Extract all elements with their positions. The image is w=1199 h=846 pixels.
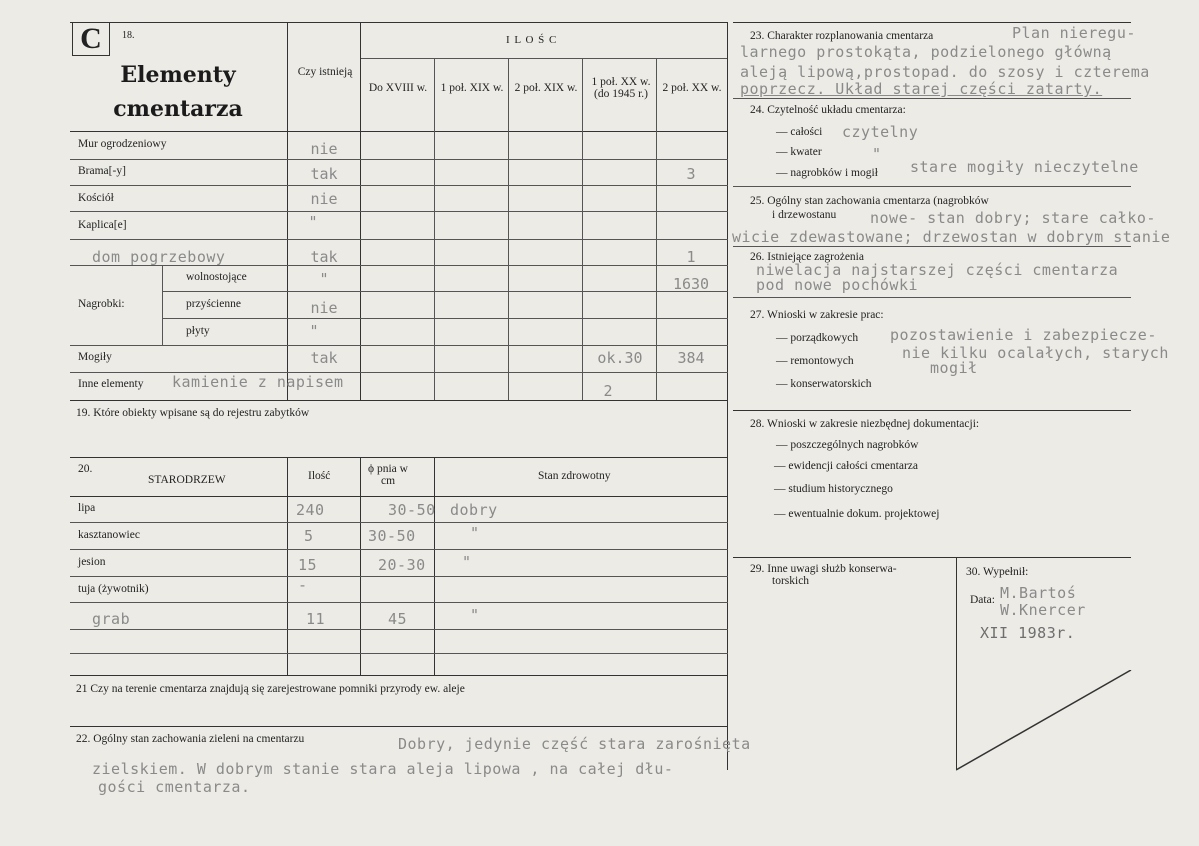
rule <box>162 291 728 292</box>
rule <box>70 726 728 727</box>
section-25-label-2: i drzewostanu <box>772 209 837 221</box>
tree-count-jesion: 15 <box>298 556 318 574</box>
section-23-line-4: poprzecz. Układ starej części zatarty. <box>740 80 1103 98</box>
col-header-2pol-xx: 2 poł. XX w. <box>662 82 722 94</box>
section-27-remontowych: — remontowych <box>776 355 854 367</box>
section-27-line-3: mogił <box>930 359 978 377</box>
row-label-nagrobki: Nagrobki: <box>78 298 125 310</box>
rule <box>70 602 728 603</box>
col-header-do-xviii: Do XVIII w. <box>368 82 428 94</box>
rule <box>70 496 728 497</box>
rule <box>733 22 1131 23</box>
tree-name-tuja: tuja (żywotnik) <box>78 583 149 595</box>
rule <box>70 131 728 132</box>
tree-state-lipa: dobry <box>450 501 498 519</box>
section-25-line-2: wicie zdewastowane; drzewostan w dobrym stanie <box>732 228 1171 246</box>
rule <box>70 372 728 373</box>
section-22-line-3: gości cmentarza. <box>98 778 251 796</box>
section-27-konserwatorskich: — konserwatorskich <box>776 378 872 390</box>
inne-value: kamienie z napisem <box>172 373 344 391</box>
exists-mogily: tak <box>310 349 338 367</box>
rule <box>360 58 728 59</box>
card-letter: C <box>72 22 110 56</box>
tree-diam-kasztanowiec: 30-50 <box>368 527 416 545</box>
tree-name-lipa: lipa <box>78 502 96 514</box>
section-23-label: 23. Charakter rozplanowania cmentarza <box>750 30 934 42</box>
tree-count-grab: 11 <box>306 610 326 628</box>
tree-diam-lipa: 30-50 <box>388 501 436 519</box>
rule <box>70 185 728 186</box>
rule <box>733 557 1131 558</box>
section-22-label: 22. Ogólny stan zachowania zieleni na cmentarzu <box>76 733 305 745</box>
col-header-czy-istnieja: Czy istnieją <box>297 66 353 78</box>
qty-mogily-2xx: 384 <box>677 349 705 367</box>
section-number-18: 18. <box>122 30 135 41</box>
section-22-line-1: Dobry, jedynie część stara zarośnięta <box>398 735 751 753</box>
row-label-przyscienne: przyścienne <box>186 298 241 310</box>
section-23-line-2: larnego prostokąta, podzielonego główną <box>740 43 1112 61</box>
section-25-line-1: nowe- stan dobry; stare całko- <box>870 209 1156 227</box>
exists-plyty: " <box>309 322 319 340</box>
col-header-1pol-xix: 1 poł. XIX w. <box>440 82 504 94</box>
rule <box>70 675 728 676</box>
section-30-name-2: W.Knercer <box>1000 601 1086 619</box>
row-label-kosciol: Kościół <box>78 192 114 204</box>
rule <box>70 159 728 160</box>
rule <box>70 400 728 401</box>
tree-count-kasztanowiec: 5 <box>304 527 314 545</box>
section-24-kwater-value: " <box>872 145 882 163</box>
qty-mogily-1xx: ok.30 <box>597 349 643 367</box>
exists-brama: tak <box>310 165 338 183</box>
exists-kosciol: nie <box>310 190 338 208</box>
rule <box>70 629 728 630</box>
rule <box>70 22 728 23</box>
row-label-mur: Mur ogrodzeniowy <box>78 138 167 150</box>
exists-mur: nie <box>310 140 338 158</box>
section-30-date: XII 1983r. <box>980 624 1076 642</box>
section-27-label: 27. Wnioski w zakresie prac: <box>750 309 884 321</box>
tree-name-jesion: jesion <box>78 556 106 568</box>
rule <box>70 239 728 240</box>
rule <box>360 457 361 675</box>
section-28-item-2: — ewidencji całości cmentarza <box>774 460 918 472</box>
tree-name-kasztanowiec: kasztanowiec <box>78 529 140 541</box>
rule <box>287 457 288 675</box>
tree-count-lipa: 240 <box>296 501 325 519</box>
exists-dom: tak <box>310 248 338 266</box>
diagonal-rule <box>956 670 1136 780</box>
starodrzew-col-ilosc: Ilość <box>308 470 331 482</box>
section-24-nagrobkow: — nagrobków i mogił <box>776 167 878 179</box>
qty-dom-2xx: 1 <box>686 248 696 266</box>
section-27-porzadkowych: — porządkowych <box>776 332 859 344</box>
rule <box>70 522 728 523</box>
rule <box>70 549 728 550</box>
rule <box>434 457 435 675</box>
section-26-label: 26. Istniejące zagrożenia <box>750 251 864 263</box>
rule <box>727 22 728 770</box>
section-19-label: 19. Które obiekty wpisane są do rejestru zabytków <box>76 407 310 419</box>
rule <box>656 58 657 400</box>
row-label-brama: Brama[-y] <box>78 165 126 177</box>
rule <box>70 211 728 212</box>
row-label-plyty: płyty <box>186 325 210 337</box>
rule <box>162 265 163 345</box>
tree-diam-jesion: 20-30 <box>378 556 426 574</box>
exists-kaplica: " <box>308 213 318 231</box>
tree-name-grab: grab <box>92 610 131 628</box>
rule <box>582 58 583 400</box>
row-label-wolnostojace: wolnostojące <box>186 271 247 283</box>
section-24-label: 24. Czytelność układu cmentarza: <box>750 104 906 116</box>
section-26-line-1: niwelacja najstarszej części cmentarza <box>756 261 1119 279</box>
row-label-kaplica: Kaplica[e] <box>78 219 127 231</box>
rule <box>70 345 728 346</box>
section-30-label: 30. Wypełnił: <box>966 566 1029 578</box>
section-24-nagrobkow-value: stare mogiły nieczytelne <box>910 158 1139 176</box>
tree-state-jesion: " <box>462 553 472 571</box>
starodrzew-col-pnia: ϕ pnia w cm <box>368 463 408 487</box>
section-24-calosci-value: czytelny <box>842 123 919 141</box>
section-26-line-2: pod nowe pochówki <box>756 276 919 294</box>
section-30-name-1: M.Bartoś <box>1000 584 1077 602</box>
qty-wolnostojace-2xx: 1630 <box>672 275 710 293</box>
rule <box>70 653 728 654</box>
section-23-line-3: aleją lipową,prostopad. do szosy i czterema <box>740 63 1150 81</box>
rule <box>162 318 728 319</box>
col-header-ilosc: I L O Ś C <box>506 34 558 46</box>
title-line-1: Elementy <box>120 62 236 88</box>
qty-inne-1xx: 2 <box>603 382 613 400</box>
tree-state-grab: " <box>470 606 480 624</box>
section-30-data-label: Data: <box>970 594 995 606</box>
rule <box>434 58 435 400</box>
rule <box>733 186 1131 187</box>
section-20-number: 20. <box>78 463 93 475</box>
section-28-item-1: — poszczególnych nagrobków <box>776 439 919 451</box>
row-label-inne: Inne elementy <box>78 378 144 390</box>
tree-count-tuja: - <box>298 576 308 594</box>
col-header-1pol-xx: 1 poł. XX w. (do 1945 r.) <box>591 76 651 100</box>
row-label-dom: dom pogrzebowy <box>92 248 226 266</box>
section-29-label-1: 29. Inne uwagi służb konserwa- <box>750 563 897 575</box>
qty-brama-2xx: 3 <box>686 165 696 183</box>
section-25-label-1: 25. Ogólny stan zachowania cmentarza (nagrobków <box>750 195 989 207</box>
section-28-label: 28. Wnioski w zakresie niezbędnej dokumentacji: <box>750 418 980 430</box>
rule <box>733 410 1131 411</box>
section-24-kwater: — kwater <box>776 146 822 158</box>
section-27-line-2: nie kilku ocalałych, starych <box>902 344 1169 362</box>
title-line-2: cmentarza <box>113 96 243 122</box>
row-label-mogily: Mogiły <box>78 351 112 363</box>
section-23-line-1: Plan nieregu- <box>1012 24 1136 42</box>
rule <box>70 457 728 458</box>
rule <box>70 576 728 577</box>
starodrzew-col-stan: Stan zdrowotny <box>538 470 611 482</box>
exists-przyscienne: nie <box>310 299 338 317</box>
rule <box>508 58 509 400</box>
rule <box>733 98 1131 99</box>
rule <box>733 297 1131 298</box>
tree-diam-grab: 45 <box>388 610 408 628</box>
section-27-line-1: pozostawienie i zabezpiecze- <box>890 326 1157 344</box>
section-21-label: 21 Czy na terenie cmentarza znajdują się zarejestrowane pomniki przyrody ew. aleje <box>76 683 465 695</box>
section-28-item-3: — studium historycznego <box>774 483 893 495</box>
section-29-label-2: torskich <box>772 575 810 587</box>
col-header-2pol-xix: 2 poł. XIX w. <box>514 82 578 94</box>
section-22-line-2: zielskiem. W dobrym stanie stara aleja lipowa , na całej dłu- <box>92 760 674 778</box>
rule <box>733 246 1131 247</box>
section-28-item-4: — ewentualnie dokum. projektowej <box>774 508 940 520</box>
starodrzew-title: STARODRZEW <box>148 474 226 486</box>
section-24-calosci: — całości <box>776 126 823 138</box>
tree-state-kasztanowiec: " <box>470 524 480 542</box>
exists-wolnostojace: " <box>319 270 329 288</box>
